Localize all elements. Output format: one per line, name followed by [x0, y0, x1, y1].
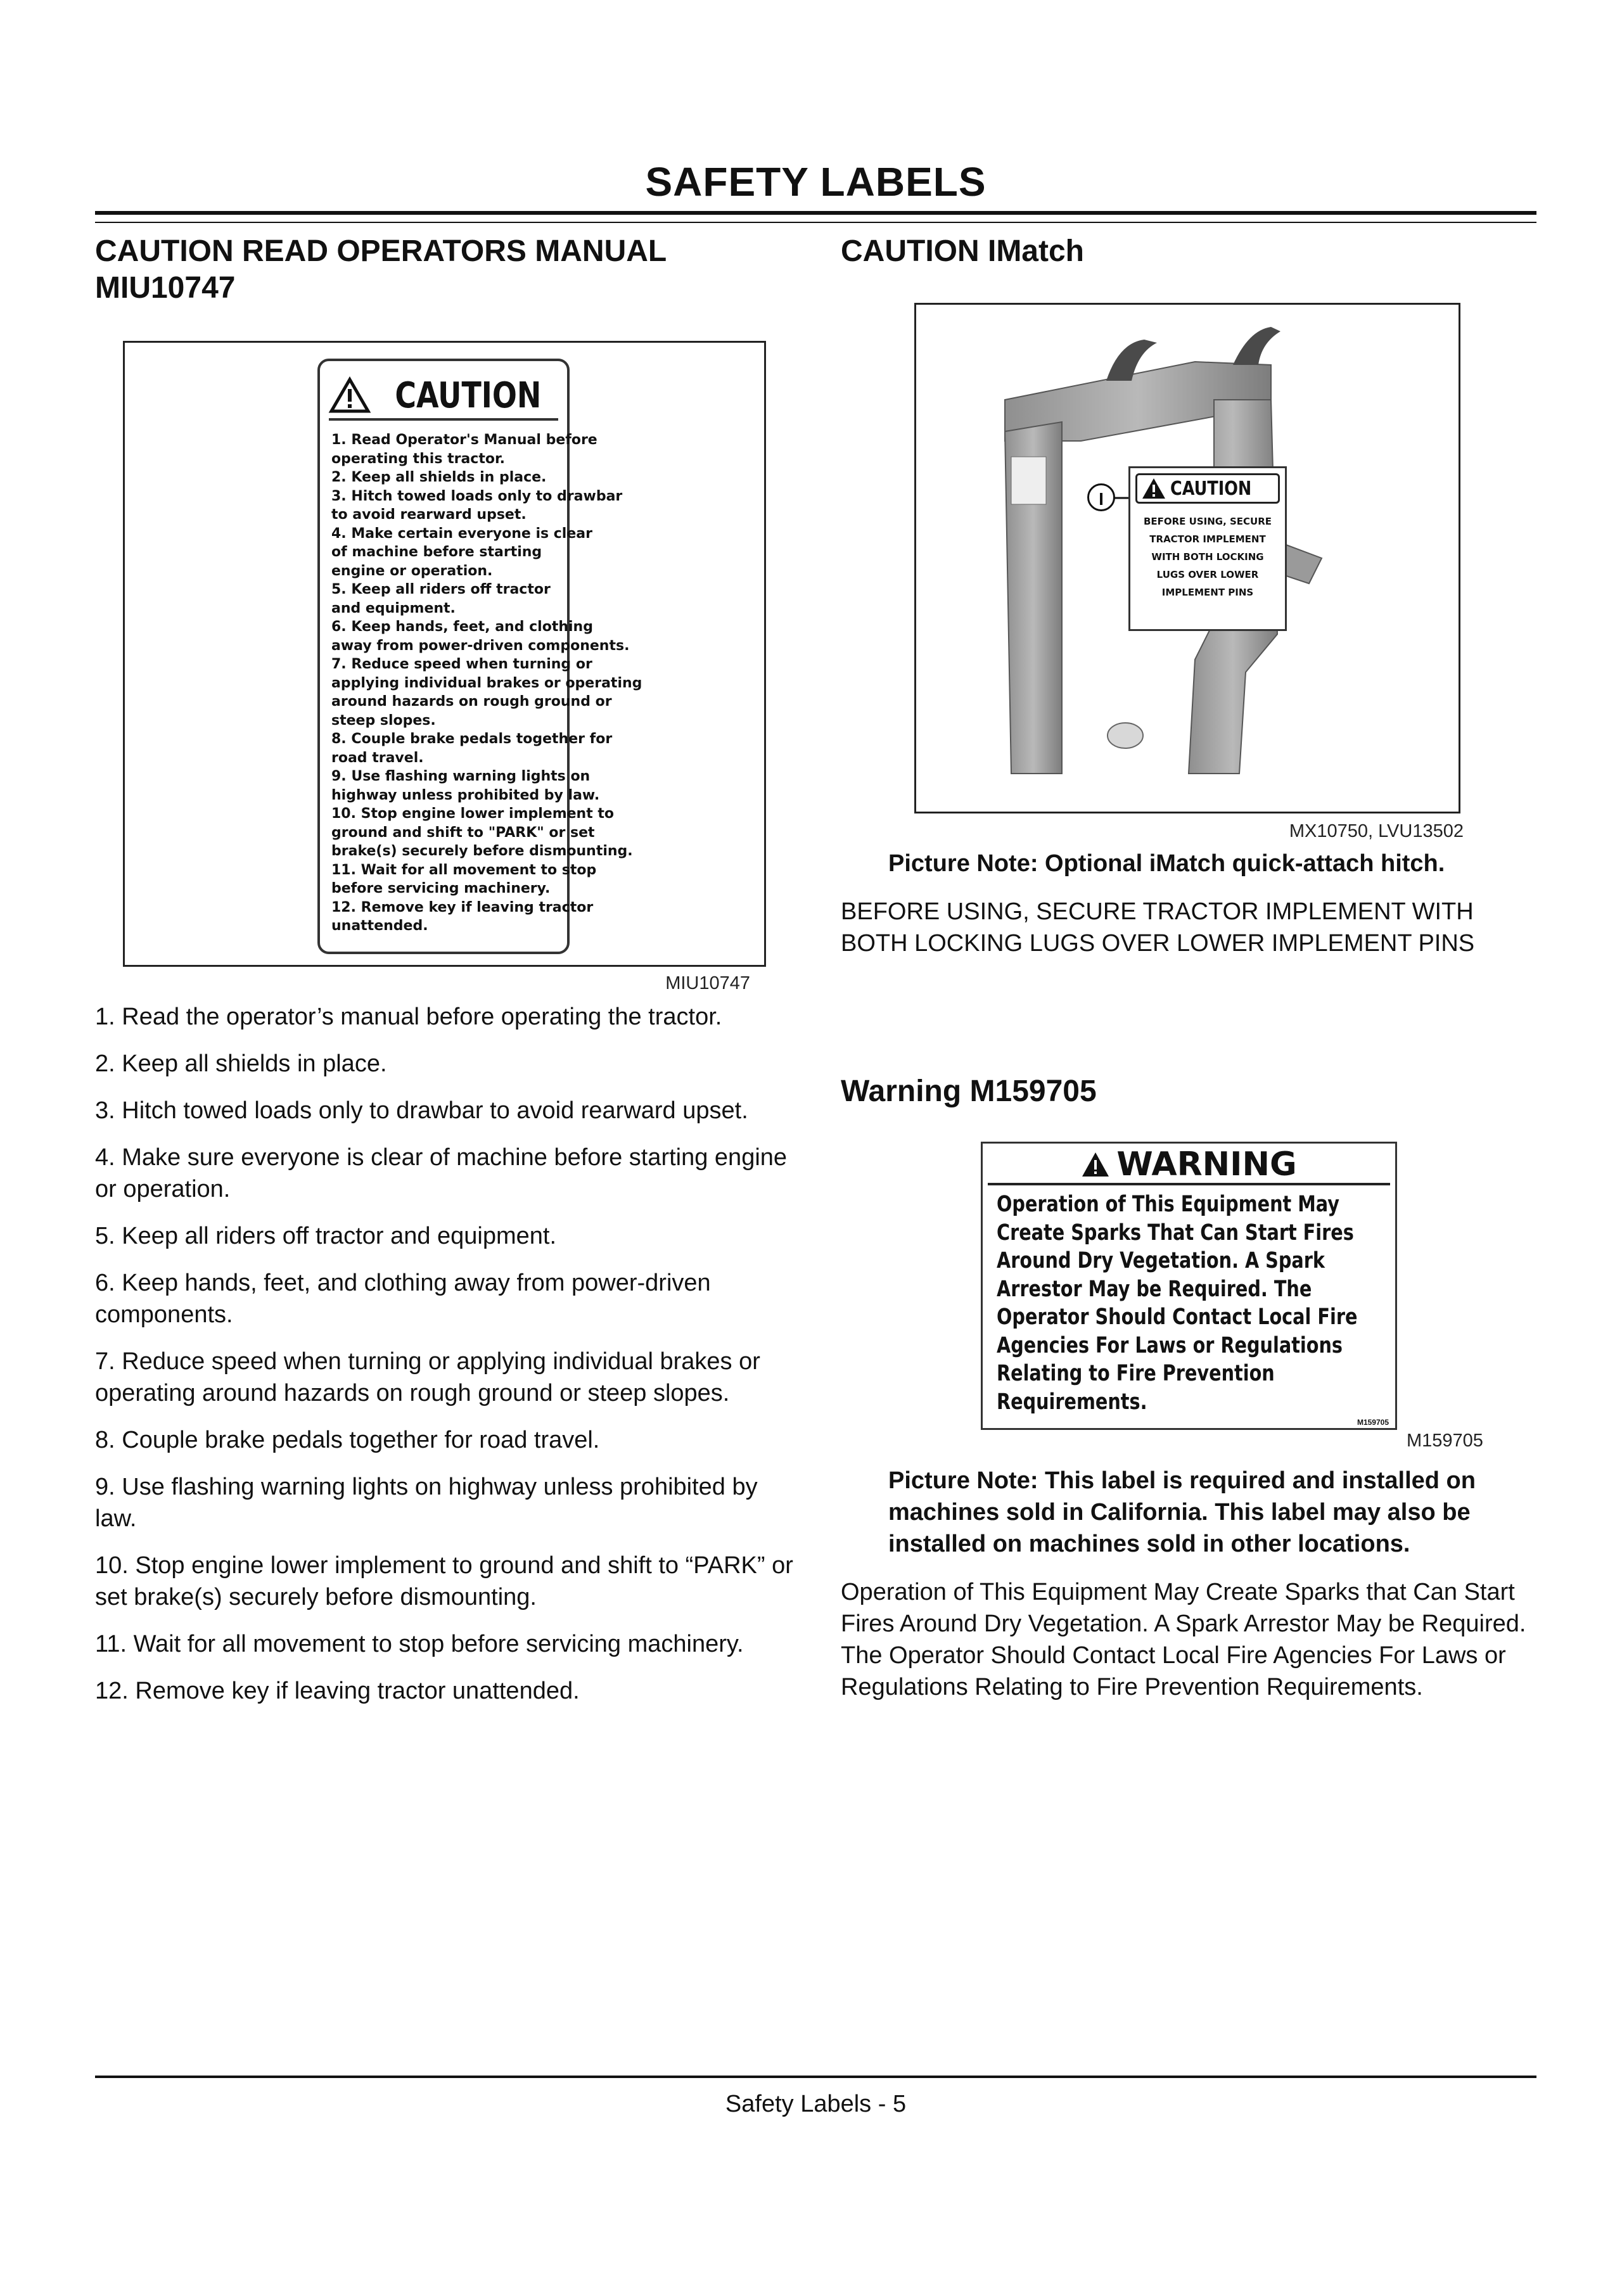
caution-decal-line: 3. Hitch towed loads only to drawbar — [331, 488, 623, 504]
imatch-body: BEFORE USING, SECURE TRACTOR IMPLEMENT WITH BOTH LOCKING LUGS OVER LOWER IMPLEMENT PINS — [841, 898, 1475, 957]
warning-triangle-icon — [329, 378, 370, 413]
caution-manual-item: 9. Use flashing warning lights on highway unless prohibited by law. — [95, 1474, 758, 1532]
caution-decal-line: 9. Use flashing warning lights on — [331, 769, 591, 784]
caution-decal-line: highway unless prohibited by law. — [331, 787, 600, 803]
imatch-heading: CAUTION IMatch — [841, 234, 1084, 268]
caution-manual-item-list — [95, 1001, 798, 1722]
imatch-decal-line: TRACTOR IMPLEMENT — [1149, 533, 1266, 545]
caution-decal-line: 11. Wait for all movement to stop — [331, 862, 597, 878]
caution-manual-item: 12. Remove key if leaving tractor unattended. — [95, 1678, 580, 1704]
caution-manual-item: 6. Keep hands, feet, and clothing away from power-driven components. — [95, 1270, 711, 1328]
caution-decal-title: CAUTION — [395, 374, 542, 416]
caution-decal-line: unattended. — [331, 918, 428, 934]
caution-manual-item: 10. Stop engine lower implement to ground and shift to “PARK” or set brake(s) securely before dismounting. — [95, 1552, 793, 1610]
caution-decal-line: operating this tractor. — [331, 450, 506, 467]
caution-decal-line: engine or operation. — [331, 563, 493, 579]
page-footer: Safety Labels - 5 — [725, 2091, 907, 2117]
caution-decal-line: ground and shift to "PARK" or set — [331, 824, 595, 841]
warning-decal-line: Operation of This Equipment May — [997, 1192, 1339, 1217]
caution-manual-item: 2. Keep all shields in place. — [95, 1050, 387, 1077]
caution-manual-item: 3. Hitch towed loads only to drawbar to avoid rearward upset. — [95, 1097, 748, 1124]
caution-decal-line: to avoid rearward upset. — [331, 507, 527, 523]
caution-manual-decal — [317, 359, 642, 954]
caution-manual-figure-code: MIU10747 — [665, 973, 750, 993]
warning-decal-line: Relating to Fire Prevention — [997, 1361, 1275, 1386]
caution-decal-line: 2. Keep all shields in place. — [331, 469, 547, 485]
imatch-figure-code: MX10750, LVU13502 — [1289, 821, 1464, 841]
imatch-decal: CAUTION BEFORE USING, SECURE TRACTOR IMPLEMENT WITH BOTH LOCKING LUGS OVER LOWER IMPLEMENT PINS — [1128, 466, 1287, 631]
warning-figure-code: M159705 — [1407, 1431, 1483, 1451]
warning-decal-line: Create Sparks That Can Start Fires — [997, 1220, 1354, 1246]
warning-body: Operation of This Equipment May Create Sparks that Can Start Fires Around Dry Vegetation. A Spark Arrestor May be Required. The Operator Should Contact Local Fire Agencies For Laws or Regulations Relating to Fire Prevention Requirements. — [841, 1579, 1526, 1700]
imatch-decal-line: WITH BOTH LOCKING — [1151, 551, 1264, 563]
caution-manual-item: 5. Keep all riders off tractor and equipment. — [95, 1223, 557, 1249]
warning-decal-line: Arrestor May be Required. The — [997, 1276, 1312, 1302]
imatch-decal-line: IMPLEMENT PINS — [1161, 587, 1254, 598]
warning-decal-line: Around Dry Vegetation. A Spark — [997, 1248, 1325, 1273]
caution-manual-item: 1. Read the operator’s manual before operating the tractor. — [95, 1004, 722, 1030]
header-rule-thick — [95, 211, 1536, 215]
warning-decal-text — [983, 1185, 1395, 1416]
imatch-decal-text — [1135, 513, 1280, 601]
caution-decal-line: steep slopes. — [331, 712, 436, 729]
imatch-figure — [914, 303, 1464, 841]
caution-decal-line: 1. Read Operator's Manual before — [331, 432, 597, 448]
caution-decal-line: applying individual brakes or operating — [331, 675, 642, 691]
caution-manual-item: 8. Couple brake pedals together for road travel. — [95, 1427, 600, 1453]
imatch-decal-line: LUGS OVER LOWER — [1156, 569, 1259, 580]
caution-decal-line: of machine before starting — [331, 544, 542, 560]
caution-decal-line: brake(s) securely before dismounting. — [331, 843, 633, 859]
caution-decal-line: before servicing machinery. — [331, 881, 551, 896]
warning-decal-code: M159705 — [1357, 1418, 1389, 1427]
caution-decal-line: 12. Remove key if leaving tractor — [331, 899, 594, 915]
warning-picture-note: Picture Note: This label is required and installed on machines sold in California. This label may also be installed on machines sold in other locations. — [888, 1467, 1476, 1557]
imatch-callout-marker: I — [1087, 483, 1115, 511]
caution-manual-item: 7. Reduce speed when turning or applying individual brakes or operating around hazards on rough ground or steep slopes. — [95, 1348, 760, 1406]
warning-decal-line: Operator Should Contact Local Fire — [997, 1304, 1358, 1330]
caution-decal-line: 6. Keep hands, feet, and clothing — [331, 619, 593, 635]
caution-decal-list — [320, 421, 642, 936]
caution-decal-line: 10. Stop engine lower implement to — [331, 806, 615, 822]
caution-decal-line: and equipment. — [331, 600, 456, 616]
caution-decal-line: road travel. — [331, 749, 424, 766]
page-title: SAFETY LABELS — [645, 159, 987, 205]
caution-decal-line: 7. Reduce speed when turning or — [331, 656, 592, 672]
imatch-picture-note: Picture Note: Optional iMatch quick-attach hitch. — [888, 850, 1445, 877]
warning-heading: Warning M159705 — [841, 1075, 1097, 1108]
caution-manual-heading: CAUTION READ OPERATORS MANUAL MIU10747 — [95, 234, 667, 305]
caution-decal-line: 4. Make certain everyone is clear — [331, 525, 592, 542]
warning-decal-line: Agencies For Laws or Regulations — [997, 1332, 1343, 1358]
caution-manual-figure — [123, 341, 766, 993]
warning-triangle-icon — [1141, 477, 1166, 500]
warning-decal-title: WARNING — [1116, 1145, 1297, 1183]
warning-triangle-icon — [1081, 1151, 1110, 1178]
caution-manual-item: 4. Make sure everyone is clear of machine before starting engine or operation. — [95, 1144, 788, 1202]
caution-manual-item: 11. Wait for all movement to stop before servicing machinery. — [95, 1631, 744, 1657]
warning-decal — [981, 1142, 1397, 1430]
caution-decal-line: away from power-driven components. — [331, 637, 630, 654]
caution-decal-line: 5. Keep all riders off tractor — [331, 582, 551, 597]
header-rule-thin — [95, 222, 1536, 223]
caution-decal-line: around hazards on rough ground or — [331, 694, 612, 710]
footer-rule — [95, 2076, 1536, 2078]
imatch-decal-line: BEFORE USING, SECURE — [1143, 516, 1272, 527]
caution-decal-line: 8. Couple brake pedals together for — [331, 731, 613, 747]
warning-decal-line: Requirements. — [997, 1389, 1147, 1415]
